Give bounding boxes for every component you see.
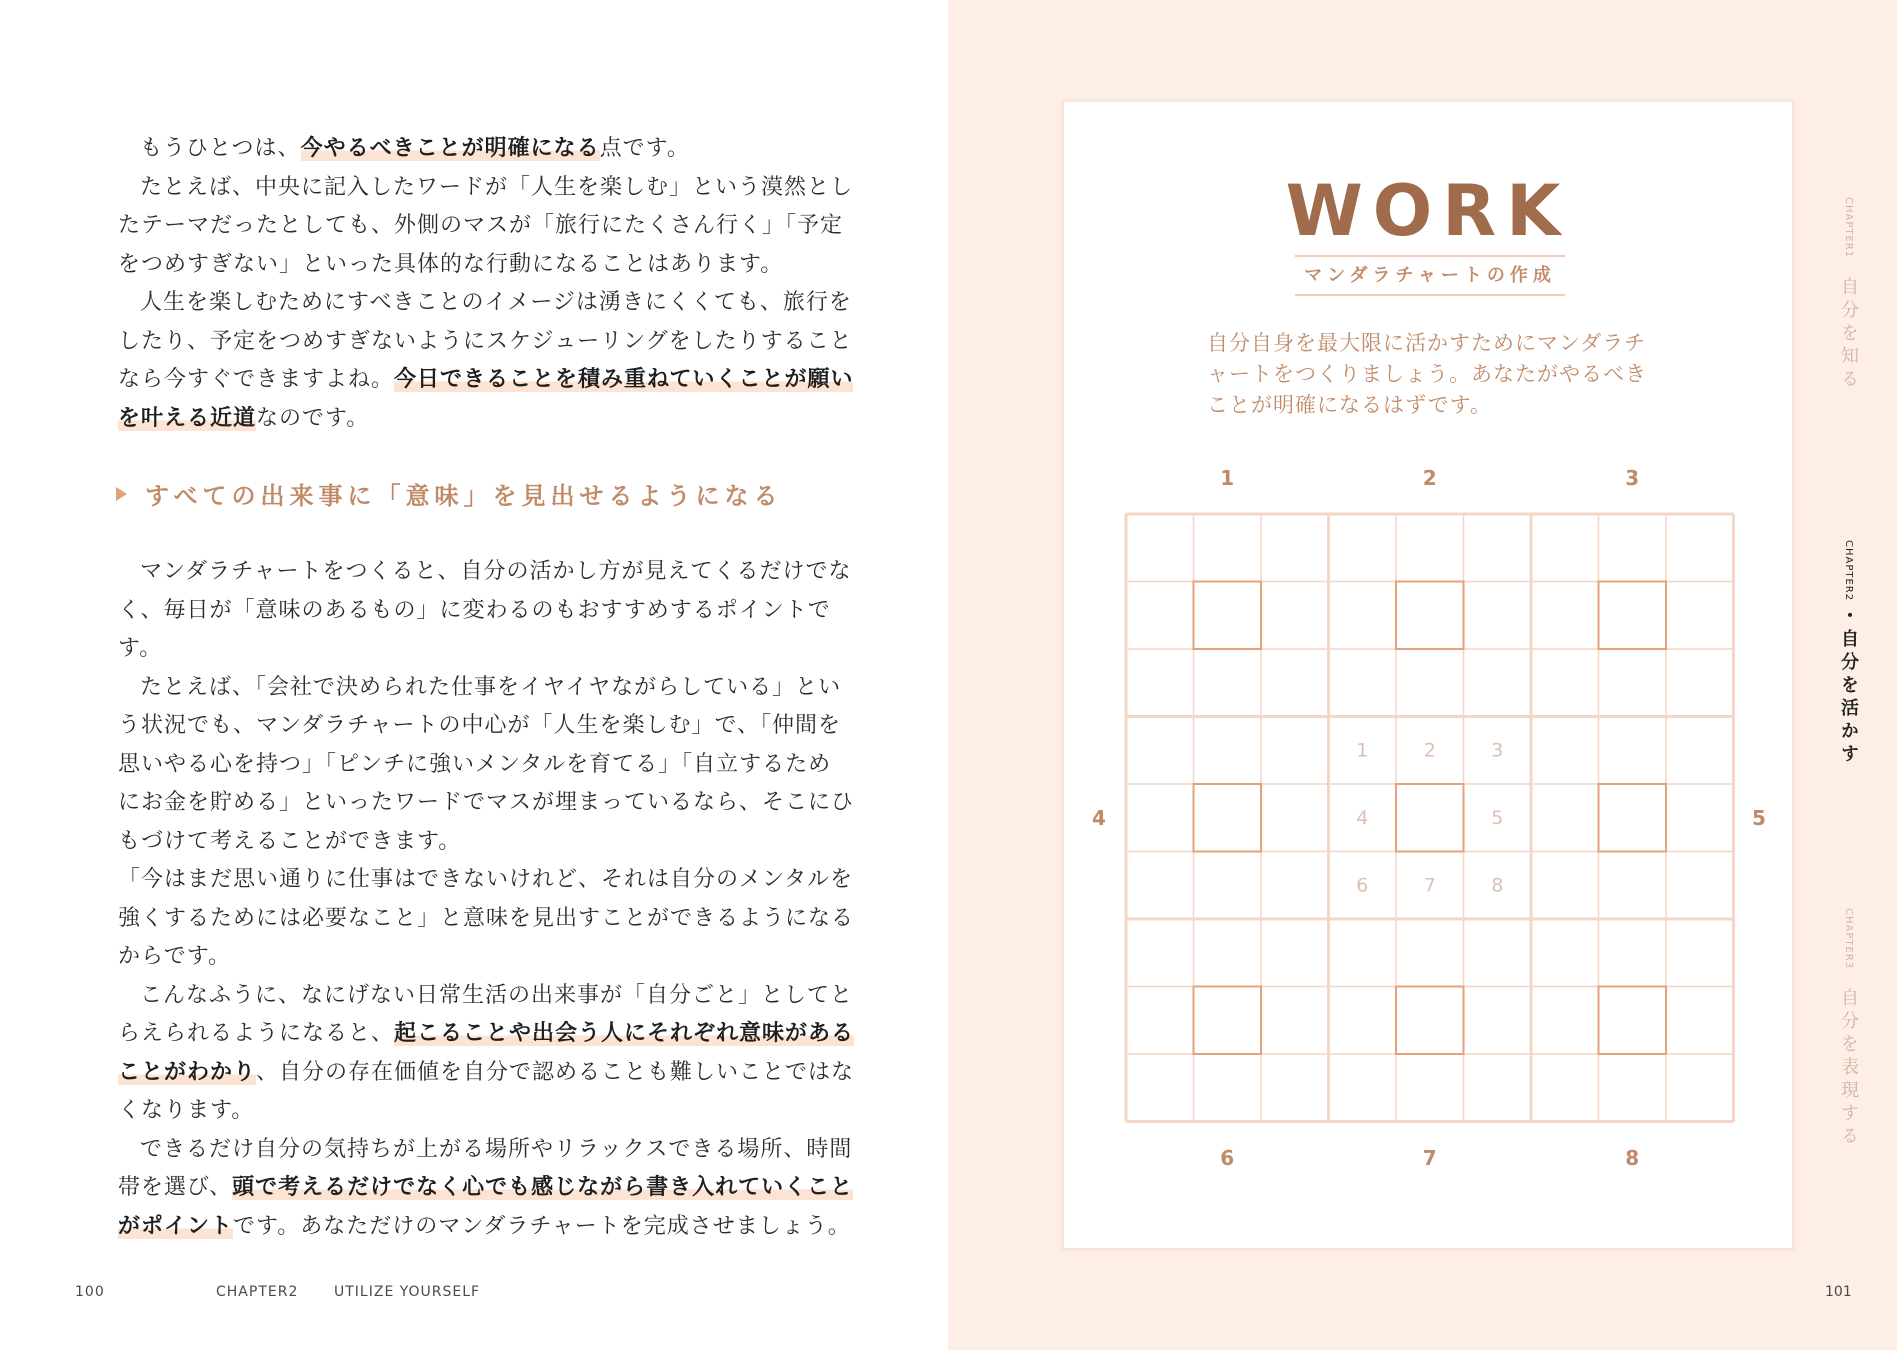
- grid-number-label: 7: [1423, 874, 1436, 897]
- footer-chapter: CHAPTER2: [216, 1284, 299, 1300]
- text-segment: くなります。: [118, 1098, 255, 1123]
- text-segment: う状況でも、マンダラチャートの中心が「人生を楽しむ」で、「仲間を: [118, 713, 842, 738]
- text-segment: く、毎日が「意味のあるもの」に変わるのもおすすめするポイントです。: [118, 597, 831, 661]
- text-segment: なら今すぐできますよね。: [118, 367, 395, 392]
- grid-number-label: 1: [1356, 739, 1369, 762]
- grid-number-label: 8: [1625, 1146, 1640, 1170]
- side-tab-chapter2[interactable]: [1835, 540, 1861, 767]
- text-segment: 「今はまだ思い通りに仕事はできないけれど、それは自分のメンタルを: [118, 867, 854, 892]
- side-tab-chapter-label: CHAPTER3: [1843, 908, 1854, 970]
- text-segment: にお金を貯める」といったワードでマスが埋まっているなら、そこにひ: [118, 790, 855, 815]
- text-segment: 強くするためには必要なこと」と意味を見出すことができるようになる: [118, 905, 855, 931]
- text-segment: 帯を選び、: [118, 1175, 233, 1200]
- text-segment: 点です。: [599, 136, 690, 161]
- highlighted-text: 起こることや出会う人にそれぞれ意味がある: [394, 1021, 855, 1046]
- text-segment: なのです。: [256, 405, 370, 431]
- page-number-left: 100: [75, 1284, 105, 1300]
- center-cell-box: [1396, 582, 1464, 650]
- section-heading-text: すべての出来事に「意味」を見出せるようになる: [145, 482, 783, 510]
- text-segment: からです。: [118, 944, 232, 969]
- grid-number-label: 8: [1491, 874, 1504, 897]
- highlighted-text: 今日できることを積み重ねていくことが願い: [394, 367, 854, 392]
- highlighted-text: 今やるべきことが明確になる: [300, 136, 600, 161]
- page-number-right: 101: [1825, 1284, 1852, 1300]
- text-segment: たテーマだったとしても、外側のマスが「旅行にたくさん行く」「予定: [118, 213, 844, 238]
- center-cell-box: [1396, 987, 1464, 1055]
- grid-number-label: 4: [1356, 806, 1369, 829]
- work-desc-line: 自分自身を最大限に活かすためにマンダラチ: [1207, 331, 1647, 355]
- center-cell-box: [1194, 987, 1262, 1055]
- text-segment: できるだけ自分の気持ちが上がる場所やリラックスできる場所、時間: [140, 1136, 853, 1162]
- grid-number-label: 6: [1356, 874, 1369, 897]
- grid-number-label: 7: [1422, 1146, 1437, 1170]
- footer-chapter-title: UTILIZE YOURSELF: [334, 1284, 481, 1300]
- highlighted-text: 頭で考えるだけでなく心でも感じながら書き入れていくこと: [232, 1175, 854, 1200]
- text-segment: 、自分の存在価値を自分で認めることも難しいことではな: [256, 1059, 855, 1085]
- grid-number-label: 2: [1422, 466, 1437, 490]
- side-tab-chapter-label: CHAPTER1: [1843, 197, 1854, 259]
- grid-number-label: 5: [1491, 806, 1504, 829]
- text-segment: 思いやる心を持つ」「ピンチに強いメンタルを育てる」「自立するため: [118, 751, 832, 777]
- highlighted-text: を叶える近道: [118, 405, 257, 431]
- center-cell-box: [1396, 784, 1464, 852]
- side-tab-title: 自分を知る: [1838, 277, 1859, 393]
- side-tab-title: 自分を表現する: [1838, 988, 1859, 1150]
- center-cell-box: [1194, 784, 1262, 852]
- grid-number-label: 5: [1752, 805, 1766, 830]
- text-segment: 人生を楽しむためにすべきことのイメージは湧きにくくても、旅行を: [140, 290, 852, 315]
- text-segment: もうひとつは、: [140, 136, 301, 161]
- highlighted-text: ことがわかり: [118, 1059, 257, 1085]
- text-segment: です。あなただけのマンダラチャートを完成させましょう。: [233, 1213, 851, 1239]
- text-segment: らえられるようになると、: [118, 1021, 395, 1046]
- text-segment: こんなふうに、なにげない日常生活の出来事が「自分ごと」としてと: [140, 982, 854, 1008]
- work-subtitle: マンダラチャートの作成: [1295, 255, 1565, 296]
- grid-number-label: 1: [1220, 466, 1235, 490]
- text-segment: もづけて考えることができます。: [118, 828, 462, 854]
- grid-number-label: 2: [1423, 739, 1436, 762]
- center-cell-box: [1599, 987, 1667, 1055]
- text-segment: したり、予定をつめすぎないようにスケジューリングをしたりすること: [118, 328, 853, 354]
- text-segment: たとえば、「会社で決められた仕事をイヤイヤながらしている」とい: [140, 674, 842, 700]
- side-tab-title: ・自分を活かす: [1838, 606, 1859, 768]
- grid-number-label: 6: [1220, 1146, 1235, 1170]
- side-tab-chapter-label: CHAPTER2: [1843, 540, 1854, 602]
- grid-number-label: 3: [1625, 466, 1640, 490]
- grid-number-label: 3: [1491, 739, 1504, 762]
- center-cell-box: [1194, 582, 1262, 650]
- center-cell-box: [1599, 582, 1667, 650]
- text-segment: をつめすぎない」といった具体的な行動になることはあります。: [118, 251, 784, 277]
- text-segment: マンダラチャートをつくると、自分の活かし方が見えてくるだけでな: [140, 559, 852, 584]
- grid-number-label: 4: [1092, 805, 1106, 830]
- work-desc-line: ことが明確になるはずです。: [1207, 393, 1492, 417]
- side-tab-chapter1[interactable]: [1835, 197, 1861, 392]
- center-cell-box: [1599, 784, 1667, 852]
- side-tab-chapter3[interactable]: [1835, 908, 1861, 1149]
- highlighted-text: がポイント: [118, 1213, 234, 1239]
- work-title: WORK: [1285, 170, 1571, 252]
- text-segment: たとえば、中央に記入したワードが「人生を楽しむ」という漠然とし: [140, 174, 854, 200]
- work-desc-line: ャートをつくりましょう。あなたがやるべき: [1207, 362, 1647, 386]
